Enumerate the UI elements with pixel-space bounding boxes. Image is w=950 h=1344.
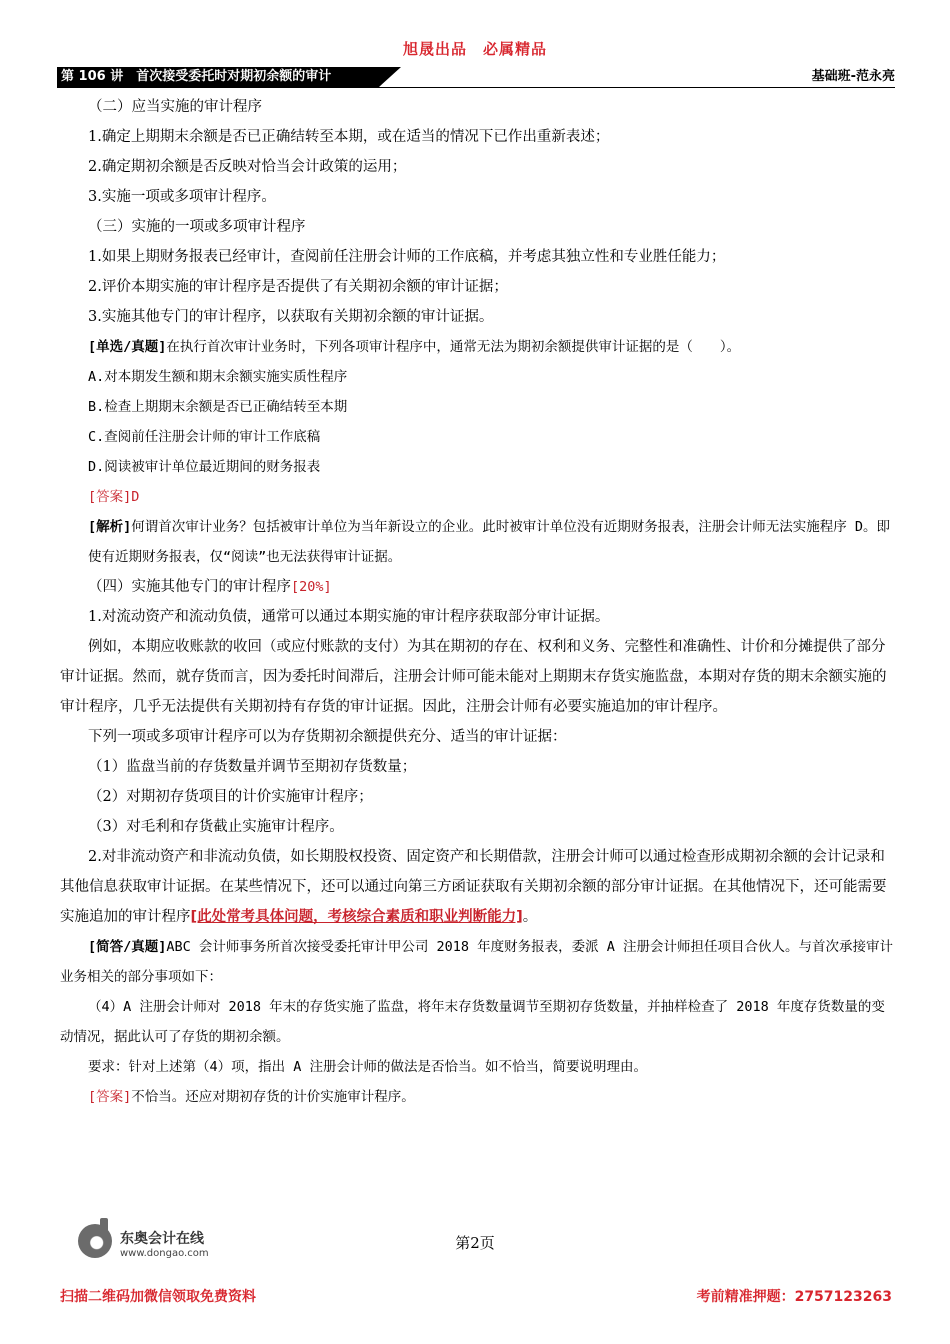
- exam-focus-note: [此处常考具体问题，考核综合素质和职业判断能力]: [190, 909, 523, 925]
- question-1-option-d: D.阅读被审计单位最近期间的财务报表: [88, 459, 321, 475]
- question-1-option-c: C.查阅前任注册会计师的审计工作底稿: [88, 429, 321, 445]
- question-1: [88, 332, 896, 362]
- question-2: [60, 932, 896, 992]
- section-4-list-1: （1）监盘当前的存货数量并调节至期初存货数量；: [88, 759, 417, 775]
- section-4-list-3: （3）对毛利和存货截止实施审计程序。: [88, 819, 344, 835]
- answer-tag-2: [答案]: [88, 1089, 132, 1105]
- logo-name: 东奥会计在线: [120, 1231, 204, 1247]
- section-4-list-intro: 下列一项或多项审计程序可以为存货期初余额提供充分、适当的审计证据：: [88, 729, 567, 745]
- question-2-tag: [简答/真题]: [88, 939, 167, 955]
- section-3-title: （三）实施的一项或多项审计程序: [88, 219, 306, 235]
- explanation-text: 何谓首次审计业务？包括被审计单位为当年新设立的企业。此时被审计单位没有近期财务报表，注册会计师无法实施程序 D。即使有近期财务报表，仅“阅读”也无法获得审计证据。: [88, 519, 891, 565]
- section-2-item-2: 2.确定期初余额是否反映对恰当会计政策的运用；: [88, 159, 407, 175]
- answer-text-2: 不恰当。还应对期初存货的计价实施审计程序。: [131, 1089, 415, 1105]
- section-2-item-3: 3.实施一项或多项审计程序。: [88, 189, 276, 205]
- lesson-title: 第 106 讲 首次接受委托时对期初余额的审计: [57, 67, 379, 87]
- question-1-text: 在执行首次审计业务时，下列各项审计程序中，通常无法为期初余额提供审计证据的是（ ）。: [166, 339, 741, 355]
- question-1-tag: [单选/真题]: [88, 339, 167, 355]
- question-2-text: ABC 会计师事务所首次接受委托审计甲公司 2018 年度财务报表，委派 A 注册会计师担任项目合伙人。与首次承接审计业务相关的部分事项如下：: [60, 939, 894, 985]
- question-1-option-a: A.对本期发生额和期末余额实施实质性程序: [88, 369, 348, 385]
- section-4-title: [88, 572, 896, 602]
- footer-contact: 考前精准押题：2757123263: [696, 1289, 892, 1305]
- question-1-option-b: B.检查上期期末余额是否已正确结转至本期: [88, 399, 348, 415]
- footer-qr-note: 扫描二维码加微信领取免费资料: [60, 1289, 256, 1305]
- section-4-item-2-text: 2.对非流动资产和非流动负债，如长期股权投资、固定资产和长期借款，注册会计师可以通过检查形成期初余额的会计记录和其他信息获取审计证据。在某些情况下，还可以通过向第三方函证获取有关期初余额的部分审计证据。在其他情况下，还可能需要实施追加的审计程序: [60, 849, 887, 925]
- question-2-requirement: 要求：针对上述第（4）项，指出 A 注册会计师的做法是否恰当。如不恰当，简要说明理由。: [88, 1059, 648, 1075]
- section-3-item-2: 2.评价本期实施的审计程序是否提供了有关期初余额的审计证据；: [88, 279, 508, 295]
- section-3-item-1: 1.如果上期财务报表已经审计，查阅前任注册会计师的工作底稿，并考虑其独立性和专业胜任能力；: [88, 249, 726, 265]
- section-4-item-2-end: 。: [522, 909, 538, 925]
- page-header: [57, 67, 895, 89]
- logo-url: www.dongao.com: [120, 1248, 209, 1259]
- section-4-weight: [20%]: [291, 579, 332, 595]
- question-1-explanation: [60, 512, 896, 572]
- header-divider: [57, 87, 895, 88]
- question-2-answer: [88, 1082, 896, 1112]
- section-4-example: 例如，本期应收账款的收回（或应付账款的支付）为其在期初的存在、权利和义务、完整性和准确性、计价和分摊提供了部分审计证据。然而，就存货而言，因为委托时间滞后，注册会计师可能未能对上期期末存货实施监盘，本期对存货的期末余额实施的审计程序，几乎无法提供有关期初持有存货的审计证据。因此，注册会计师有必要实施追加的审计程序。: [60, 639, 887, 715]
- section-4-item-1: 1.对流动资产和流动负债，通常可以通过本期实施的审计程序获取部分审计证据。: [88, 609, 610, 625]
- section-2-title: （二）应当实施的审计程序: [88, 99, 262, 115]
- section-4-item-2: [60, 842, 896, 932]
- section-4-list-2: （2）对期初存货项目的计价实施审计程序；: [88, 789, 373, 805]
- document-body: [60, 92, 896, 1112]
- question-2-item: （4）A 注册会计师对 2018 年末的存货实施了监盘，将年末存货数量调节至期初存货数量，并抽样检查了 2018 年度存货数量的变动情况，据此认可了存货的期初余额。: [60, 999, 885, 1045]
- page-number: 第2页: [455, 1234, 495, 1252]
- question-1-answer: [88, 482, 896, 512]
- section-4-title-text: （四）实施其他专门的审计程序: [88, 579, 291, 595]
- section-3-item-3: 3.实施其他专门的审计程序，以获取有关期初余额的审计证据。: [88, 309, 494, 325]
- section-2-item-1: 1.确定上期期末余额是否已正确结转至本期，或在适当的情况下已作出重新表述；: [88, 129, 610, 145]
- explanation-tag: [解析]: [88, 519, 132, 535]
- answer-tag: [答案]: [88, 489, 132, 505]
- header-arrow-shape: [379, 67, 401, 87]
- top-banner: 旭晟出品 必属精品: [402, 40, 547, 58]
- course-name: 基础班-范永亮: [811, 69, 895, 84]
- answer-value: D: [131, 489, 140, 505]
